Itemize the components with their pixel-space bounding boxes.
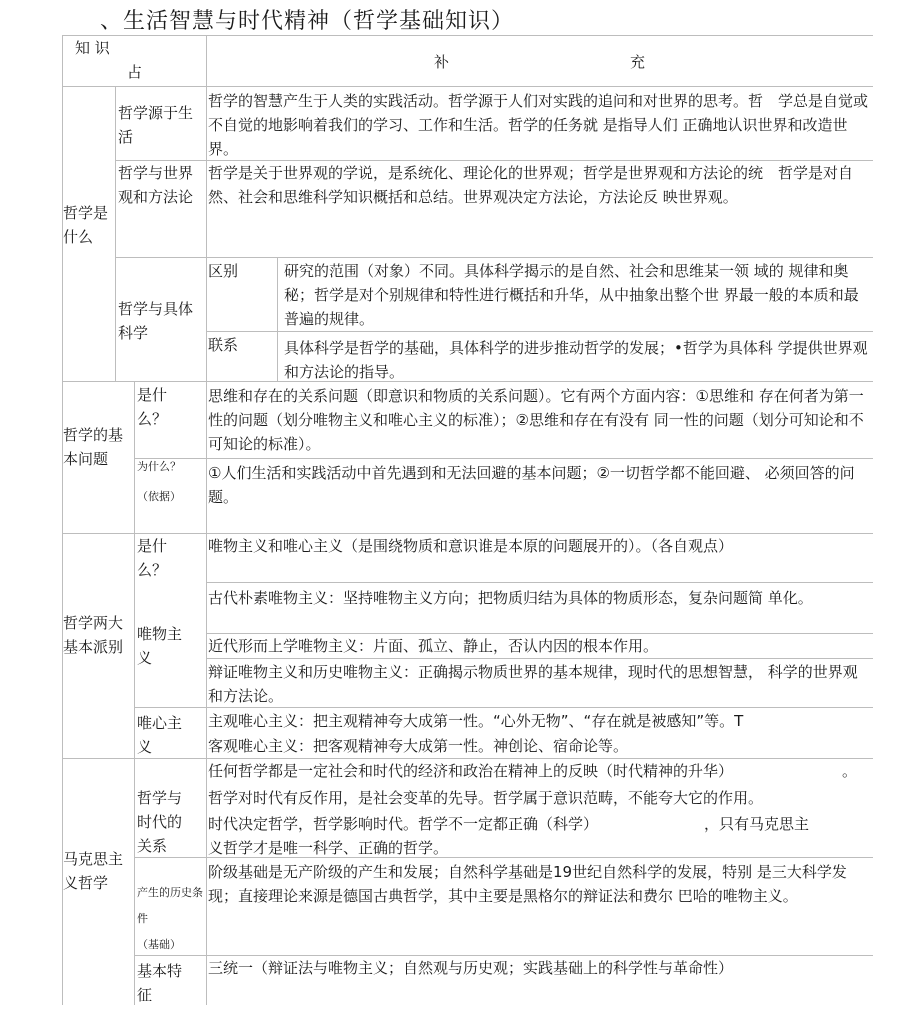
sub-text-difference: 研究的范围（对象）不同。具体科学揭示的是自然、社会和思维某一领 域的 规律和奥秘；哲学是对个别规律和特性进行概括和升华，从中抽象出整个世 界最一般的本质和最普遍的规律。 bbox=[284, 262, 859, 328]
text-metaphysical-materialism: 近代形而上学唯物主义：片面、孤立、静止，否认内因的根本作用。 bbox=[208, 637, 659, 655]
row-label-origin: 哲学源于生活 bbox=[118, 104, 194, 146]
header-knowledge-point-label bbox=[75, 36, 143, 84]
header-supplement-a: 补 bbox=[434, 53, 450, 71]
row-label-historical-conditions bbox=[137, 880, 203, 958]
row-text-what-basic: 思维和存在的关系问题（即意识和物质的关系问题）。它有两个方面内容：①思维和 存在何者为第一性的问题（划分唯物主义和唯心主义的标准）；②思维和存在有没有 同一性的问题（划分可知论和不可知论的标准）。 bbox=[208, 387, 864, 453]
historical-conditions-basis: （基础） bbox=[137, 938, 181, 951]
text-era-reflection-end: 。 bbox=[842, 762, 858, 780]
grid-line bbox=[277, 257, 278, 381]
sub-label-difference: 区别 bbox=[208, 262, 239, 280]
historical-conditions-label: 产生的历史条件 bbox=[137, 886, 203, 925]
row-label-materialism: 唯物主义 bbox=[137, 625, 183, 667]
row-text-historical-conditions: 阶级基础是无产阶级的产生和发展；自然科学基础是19世纪自然科学的发展，特别 是三大科学发现；直接理论来源是德国古典哲学，其中主要是黑格尔的辩证法和费尔 巴哈的唯物主义。 bbox=[208, 863, 847, 905]
text-ancient-materialism: 古代朴素唯物主义：坚持唯物主义方向；把物质归结为具体的物质形态，复杂问题简 单化。 bbox=[208, 589, 813, 607]
text-era-decides-end: ，只有马克思主 bbox=[704, 815, 810, 833]
row-label-what-schools: 是什么？ bbox=[137, 537, 168, 579]
row-label-concrete-science: 哲学与具体科学 bbox=[118, 300, 194, 342]
row-text-why-basic: ①人们生活和实践活动中首先遇到和无法回避的基本问题；②一切哲学都不能回避、 必须回答的问题。 bbox=[208, 464, 855, 506]
row-text-what-schools: 唯物主义和唯心主义（是围绕物质和意识谁是本原的问题展开的）。（各自观点） bbox=[208, 537, 734, 555]
row-label-what-basic: 是什么？ bbox=[137, 386, 168, 428]
text-era-decides: 时代决定哲学，哲学影响时代。哲学不一定都正确（科学） bbox=[208, 815, 599, 833]
row-text-origin: 哲学的智慧产生于人类的实践活动。哲学源于人们对实践的追问和对世界的思考。哲 学总是自觉或不自觉的地影响着我们的学习、工作和生活。哲学的任务就 是指导人们 正确地认识世界和改造世界。 bbox=[208, 92, 869, 158]
header-knowledge-line1: 知 识 bbox=[75, 39, 110, 57]
row-label-basic-features: 基本特征 bbox=[137, 962, 183, 1004]
grid-line bbox=[134, 381, 135, 1005]
row-label-idealism: 唯心主义 bbox=[137, 714, 183, 756]
row-label-era-relation: 哲学与时代的关系 bbox=[137, 789, 183, 855]
section-label-two-schools: 哲学两大基本派别 bbox=[63, 614, 124, 656]
page-title: 、生活智慧与时代精神（哲学基础知识） bbox=[100, 9, 515, 34]
grid-line bbox=[206, 35, 207, 1005]
row-text-basic-features: 三统一（辩证法与唯物主义；自然观与历史观；实践基础上的科学性与革命性） bbox=[208, 959, 734, 977]
row-label-worldview: 哲学与世界观和方法论 bbox=[118, 164, 194, 206]
text-era-reflection: 任何哲学都是一定社会和时代的经济和政治在精神上的反映（时代精神的升华） bbox=[208, 762, 734, 780]
row-label-why-basic: 为什么？（依据） bbox=[137, 460, 181, 503]
grid-line bbox=[206, 582, 873, 583]
row-text-worldview: 哲学是关于世界观的学说，是系统化、理论化的世界观；哲学是世界观和方法论的统 哲学是对自然、社会和思维科学知识概括和总结。世界观决定方法论，方法论反 映世界观。 bbox=[208, 164, 854, 206]
sub-label-connection: 联系 bbox=[208, 336, 239, 354]
section-label-what-is-philosophy: 哲学是什么 bbox=[63, 204, 109, 246]
sub-text-connection: 具体科学是哲学的基础，具体科学的进步推动哲学的发展；•哲学为具体科 学提供世界观和方法论的指导。 bbox=[284, 339, 868, 380]
header-supplement-b: 充 bbox=[630, 53, 646, 71]
section-label-marxist-philosophy: 马克思主义哲学 bbox=[63, 850, 124, 892]
grid-line bbox=[115, 86, 116, 381]
text-era-marxism-only: 义哲学才是唯一科学、正确的哲学。 bbox=[208, 839, 449, 857]
grid-line bbox=[206, 658, 873, 659]
grid-line bbox=[62, 381, 873, 382]
text-subjective-idealism: 主观唯心主义：把主观精神夸大成第一性。“心外无物”、“存在就是被感知”等。T bbox=[208, 712, 744, 730]
grid-line bbox=[62, 86, 873, 87]
text-dialectical-materialism: 辩证唯物主义和历史唯物主义：正确揭示物质世界的基本规律，现时代的思想智慧， 科学的世界观和方法论。 bbox=[208, 663, 858, 705]
grid-line bbox=[134, 458, 873, 459]
section-label-basic-question: 哲学的基本问题 bbox=[63, 426, 124, 468]
text-era-reaction: 哲学对时代有反作用，是社会变革的先导。哲学属于意识范畴，不能夸大它的作用。 bbox=[208, 789, 764, 807]
header-knowledge-line2: 占 bbox=[127, 63, 143, 81]
grid-line bbox=[115, 257, 873, 258]
grid-line bbox=[206, 331, 873, 332]
text-objective-idealism: 客观唯心主义：把客观精神夸大成第一性。神创论、宿命论等。 bbox=[208, 737, 629, 755]
grid-line bbox=[62, 35, 873, 36]
